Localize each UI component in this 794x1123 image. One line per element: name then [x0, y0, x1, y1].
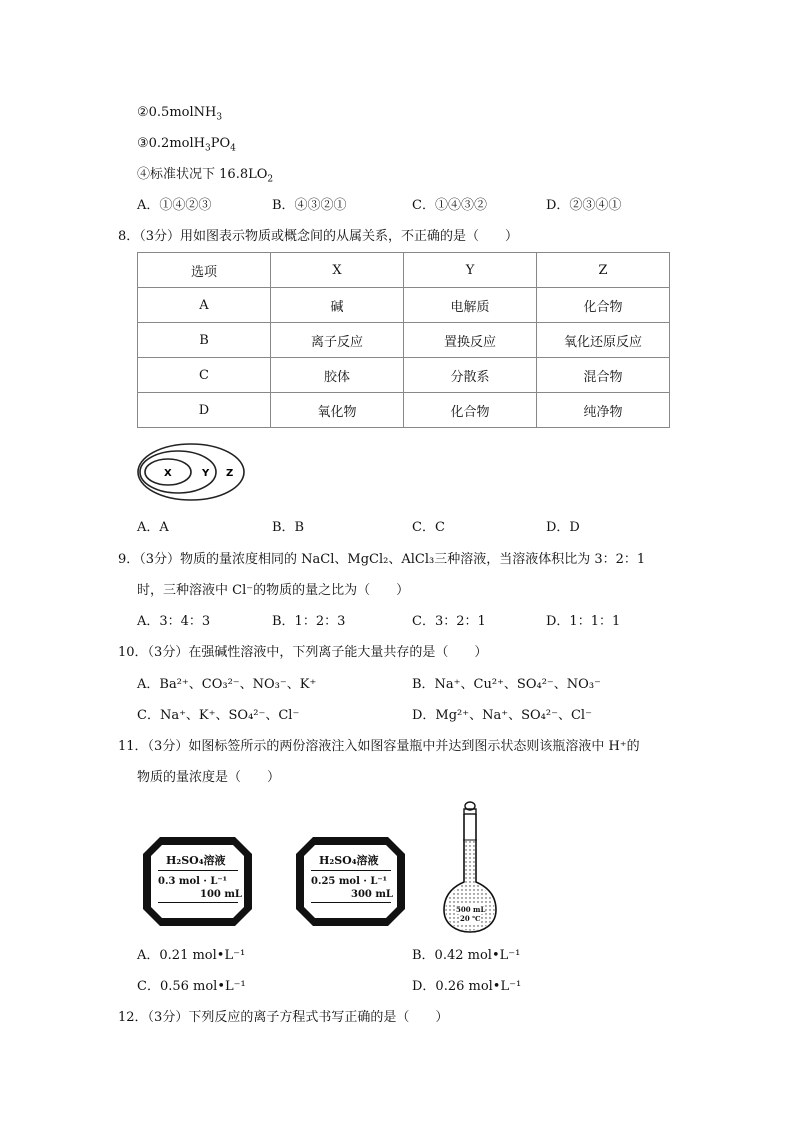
q10-stem: 10．（3分）在强碱性溶液中，下列离子能大量共存的是（ ） [118, 645, 488, 660]
q9-option-b[interactable]: B．1：2：3 [272, 614, 346, 629]
table-cell: 化合物 [537, 288, 670, 323]
table-cell: 电解质 [404, 288, 537, 323]
table-cell: 氧化还原反应 [537, 323, 670, 358]
q11-option-d[interactable]: D．0.26 mol•L⁻¹ [412, 979, 522, 994]
q9-stem-line2: 时，三种溶液中 Cl⁻的物质的量之比为（ ） [137, 583, 410, 598]
q8-table [137, 252, 670, 428]
q11-stem-line1: 11．（3分）如图标签所示的两份溶液注入如图容量瓶中并达到图示状态则该瓶溶液中 H⁺的 [118, 739, 640, 754]
label-2-concentration: 0.25 mol · L⁻¹ [311, 876, 388, 887]
q7-option-c[interactable]: C．①④③② [412, 198, 487, 213]
table-cell: 分散系 [404, 358, 537, 393]
q9-stem-line1: 9．（3分）物质的量浓度相同的 NaCl、MgCl₂、AlCl₃三种溶液，当溶液体积比为 3：2：1 [118, 552, 646, 567]
table-cell: 化合物 [404, 393, 537, 428]
table-header: X [271, 253, 404, 288]
table-row [138, 323, 670, 358]
q8-stem: 8．（3分）用如图表示物质或概念间的从属关系，不正确的是（ ） [118, 229, 519, 244]
table-cell: D [138, 393, 271, 428]
q9-option-c[interactable]: C．3：2：1 [412, 614, 486, 629]
label-1-concentration: 0.3 mol · L⁻¹ [158, 876, 228, 887]
label-2-rule [311, 870, 391, 871]
table-cell: A [138, 288, 271, 323]
label-1-rule [158, 870, 238, 871]
table-cell: B [138, 323, 271, 358]
table-row [138, 393, 670, 428]
table-header-row [138, 253, 670, 288]
table-cell: 混合物 [537, 358, 670, 393]
set-z-label: Z [226, 468, 234, 479]
q8-option-b[interactable]: B．B [272, 520, 305, 535]
label-1-title: H₂SO₄溶液 [166, 854, 226, 867]
table-cell: 氧化物 [271, 393, 404, 428]
q8-option-c[interactable]: C．C [412, 520, 445, 535]
q8-option-d[interactable]: D．D [546, 520, 580, 535]
label-1-rule [158, 902, 238, 903]
label-2-title: H₂SO₄溶液 [319, 854, 379, 867]
volumetric-flask [440, 800, 500, 935]
label-2-volume: 300 mL [351, 889, 393, 900]
q7-item-3: $③0.2molH_3PO_4$ [137, 136, 236, 154]
flask-temperature-mark: 20 ℃ [460, 914, 481, 923]
q12-stem: 12．（3分）下列反应的离子方程式书写正确的是（ ） [118, 1010, 449, 1025]
table-cell: 碱 [271, 288, 404, 323]
table-cell: 离子反应 [271, 323, 404, 358]
table-cell: C [138, 358, 271, 393]
q7-option-d[interactable]: D．②③④① [546, 198, 622, 213]
q10-option-b[interactable]: B．Na⁺、Cu²⁺、SO₄²⁻、NO₃⁻ [412, 677, 601, 692]
q8-option-a[interactable]: A．A [137, 520, 169, 535]
q7-option-a[interactable]: A．①④②③ [137, 198, 212, 213]
reagent-label-1 [140, 834, 255, 929]
table-cell: 纯净物 [537, 393, 670, 428]
table-header: 选项 [138, 253, 271, 288]
table-row [138, 358, 670, 393]
table-row [138, 288, 670, 323]
set-x-label: X [164, 468, 172, 479]
label-2-rule [311, 902, 391, 903]
q9-option-a[interactable]: A．3：4：3 [137, 614, 211, 629]
reagent-label-2 [293, 834, 408, 929]
nested-sets-diagram [136, 442, 248, 502]
q10-option-a[interactable]: A．Ba²⁺、CO₃²⁻、NO₃⁻、K⁺ [137, 677, 317, 692]
q7-item-2: ②0.5molNH$_3$ [137, 105, 223, 123]
q7-item-4: ④标准状况下 $16.8LO_2$ [137, 167, 274, 185]
set-y-label: Y [202, 468, 210, 479]
flask-volume-mark: 500 mL [456, 905, 486, 914]
q7-option-b[interactable]: B．④③②① [272, 198, 347, 213]
q11-option-a[interactable]: A．0.21 mol•L⁻¹ [137, 948, 246, 963]
q10-option-d[interactable]: D．Mg²⁺、Na⁺、SO₄²⁻、Cl⁻ [412, 708, 592, 723]
q11-option-b[interactable]: B．0.42 mol•L⁻¹ [412, 948, 521, 963]
q10-option-c[interactable]: C．Na⁺、K⁺、SO₄²⁻、Cl⁻ [137, 708, 300, 723]
q11-option-c[interactable]: C．0.56 mol•L⁻¹ [137, 979, 246, 994]
table-cell: 胶体 [271, 358, 404, 393]
table-cell: 置换反应 [404, 323, 537, 358]
q9-option-d[interactable]: D．1：1：1 [546, 614, 621, 629]
label-1-volume: 100 mL [200, 889, 242, 900]
q11-stem-line2: 物质的量浓度是（ ） [137, 770, 281, 785]
table-header: Z [537, 253, 670, 288]
table-header: Y [404, 253, 537, 288]
